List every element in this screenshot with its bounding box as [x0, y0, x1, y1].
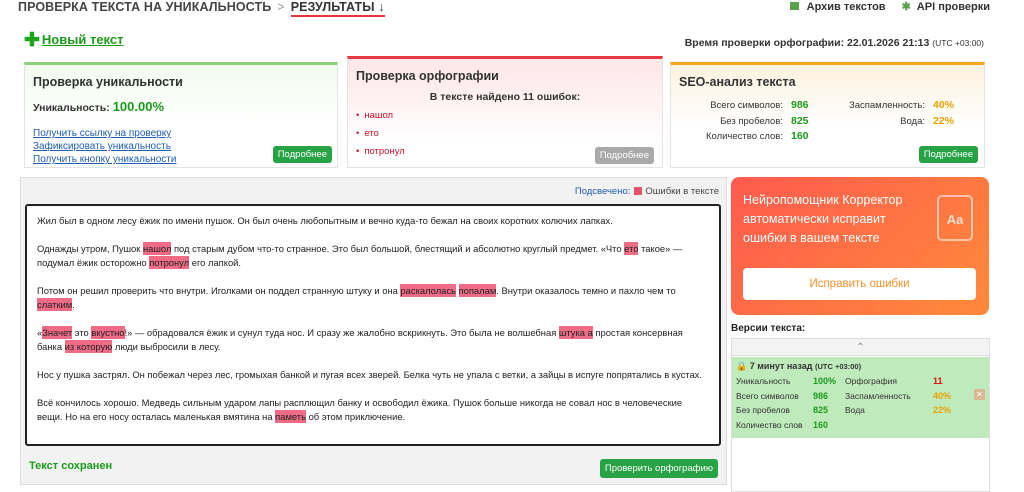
uniqueness-value: 100.00%	[112, 99, 165, 114]
text-segment: об этом приключение.	[305, 411, 406, 422]
get-check-link[interactable]: Получить ссылку на проверку	[33, 128, 172, 139]
text-segment: «	[37, 327, 43, 338]
spam-value: 40%	[933, 99, 955, 111]
seo-right-stats	[829, 99, 954, 130]
arrow-down-icon: ↓	[378, 0, 385, 14]
uniqueness-links	[33, 127, 176, 166]
archive-icon	[790, 2, 799, 10]
text-segment: люди выбросили в лесу.	[112, 341, 221, 352]
version-spam-value: 40%	[933, 390, 952, 401]
crumb-results[interactable]	[291, 0, 385, 17]
text-segment: под старым дубом что-то странное. Это был большой, блестящий и абсолютно круглый предмет. «Что	[171, 243, 625, 254]
no-spaces-value: 825	[791, 114, 809, 127]
text-segment: Однажды утром, Пушок	[37, 243, 143, 254]
uniqueness-more-button[interactable]: Подробнее	[273, 146, 332, 163]
error-highlight[interactable]: нашол	[142, 243, 172, 254]
error-highlight[interactable]: Значет	[42, 327, 73, 338]
corrector-promo	[731, 177, 989, 315]
water-label: Вода:	[900, 115, 925, 127]
version-time: 🔒 7 минут назад (UTC +03:00)	[736, 361, 862, 371]
error-highlight[interactable]: паметь	[275, 411, 306, 422]
text-segment: Нос у пушка застрял. Он побежал через лес, громыхая банкой и пугая всех зверей. Белка чуть не упала с ветки, а зайцы в испуге попрятались в кустах.	[37, 369, 702, 380]
error-color-swatch	[634, 187, 642, 195]
seo-left-stats	[679, 99, 809, 146]
crumb-check[interactable]: ПРОВЕРКА ТЕКСТА НА УНИКАЛЬНОСТЬ	[18, 0, 272, 14]
error-highlight[interactable]: вкустно	[91, 327, 125, 338]
top-links	[790, 0, 990, 13]
total-chars-label: Всего символов:	[710, 100, 783, 111]
seo-title: SEO-анализ текста	[679, 75, 796, 89]
version-words-label: Количество слов	[736, 419, 803, 430]
gear-icon: ✱	[901, 1, 911, 13]
breadcrumb	[18, 0, 385, 14]
text-editor[interactable]	[25, 204, 721, 446]
text-segment: Жил был в одном лесу ёжик по имени пушок. Он был очень любопытным и вечно куда-то бежал на своих коротких колючих лапках.	[37, 215, 613, 226]
version-chars-label: Всего символов	[736, 390, 799, 401]
version-spell-value: 11	[933, 376, 943, 386]
spelling-card	[347, 56, 663, 168]
version-spell-label: Орфография	[845, 376, 897, 386]
crumb-results-label: РЕЗУЛЬТАТЫ	[290, 0, 375, 14]
text-segment: . Внутри оказалось темно и пахло чем то	[496, 285, 676, 296]
crumb-separator: >	[277, 0, 285, 14]
uniqueness-value-row	[33, 99, 164, 114]
fix-errors-button[interactable]: Исправить ошибки	[743, 268, 976, 300]
document-aa-icon: Aa	[937, 195, 973, 241]
versions-panel	[731, 338, 990, 492]
plus-icon: ✚	[24, 30, 40, 51]
paragraph	[37, 214, 709, 228]
version-spam-label: Заспамленность	[845, 390, 911, 401]
words-value: 160	[791, 130, 809, 142]
highlight-item: Ошибки в тексте	[645, 186, 719, 197]
spam-label: Заспамленность:	[848, 100, 925, 111]
error-highlight[interactable]: ето	[624, 243, 639, 254]
text-segment: Потом он решил проверить что внутри. Иголками он поддел странную штуку и она	[37, 285, 401, 296]
new-text-link[interactable]	[24, 29, 123, 52]
get-uniqueness-button-link[interactable]: Получить кнопку уникальности	[33, 154, 177, 165]
text-segment: !» — обрадовался ёжик и сунул туда нос. И сразу же жалобно вскрикнуть. Это была не волшебная	[124, 327, 559, 338]
paragraph	[37, 368, 709, 382]
promo-text: Нейропомощник Корректор автоматически исправит ошибки в вашем тексте	[743, 193, 903, 245]
uniqueness-card	[24, 62, 338, 168]
highlight-legend	[575, 186, 719, 197]
top-nav	[0, 0, 1024, 20]
fix-uniqueness-link[interactable]: Зафиксировать уникальность	[33, 141, 171, 152]
version-right-stats	[845, 376, 952, 420]
uniqueness-title: Проверка уникальности	[33, 75, 183, 89]
no-spaces-label: Без пробелов:	[720, 115, 783, 127]
spell-check-time	[685, 37, 984, 49]
chevron-up-icon[interactable]: ⌃	[732, 339, 989, 356]
version-item[interactable]	[732, 357, 989, 438]
paragraph	[37, 396, 709, 424]
error-item[interactable]: • нашол	[356, 110, 405, 128]
delete-version-icon[interactable]: ✕	[974, 389, 985, 400]
text-segment: это	[72, 327, 92, 338]
versions-title: Версии текста:	[731, 323, 806, 334]
version-nospace-value: 825	[813, 405, 829, 415]
version-words-value: 160	[813, 419, 829, 430]
check-spelling-button[interactable]: Проверить орфографию	[600, 459, 718, 478]
error-item[interactable]: • потронул	[356, 146, 405, 164]
error-highlight[interactable]: штука а	[558, 327, 593, 338]
error-highlight[interactable]: слатким	[37, 299, 73, 310]
uniqueness-label: Уникальность:	[33, 102, 110, 114]
spelling-title: Проверка орфографии	[356, 69, 499, 83]
version-water-label: Вода	[845, 405, 865, 415]
error-highlight[interactable]: раскалолась	[400, 285, 456, 296]
error-highlight[interactable]: из которую	[64, 341, 113, 352]
water-value: 22%	[933, 114, 955, 127]
highlight-label[interactable]: Подсвечено:	[574, 186, 631, 197]
seo-card	[670, 62, 985, 168]
text-segment: такое» — подумал ёжик осторожно	[37, 243, 683, 268]
saved-status: Текст сохранен	[29, 460, 113, 472]
total-chars-value: 986	[791, 99, 809, 111]
errors-found-text: В тексте найдено 11 ошибок:	[429, 91, 581, 103]
paragraph	[37, 242, 709, 270]
version-time-tz: (UTC +03:00)	[815, 362, 862, 371]
version-uniq-label: Уникальность	[736, 376, 791, 386]
text-editor-panel	[20, 177, 727, 485]
version-uniq-value: 100%	[813, 376, 837, 386]
error-highlight[interactable]: попалам	[458, 285, 497, 296]
api-link[interactable]: API проверки	[916, 1, 990, 13]
error-list	[356, 110, 405, 164]
paragraph	[37, 326, 709, 354]
text-segment: простая консервная банка	[37, 327, 683, 352]
text-segment: .	[72, 299, 75, 310]
error-item[interactable]: • ето	[356, 128, 405, 146]
seo-more-button[interactable]: Подробнее	[919, 146, 978, 163]
version-left-stats	[736, 376, 837, 434]
text-segment: его лапкой.	[189, 257, 242, 268]
words-label: Количество слов:	[705, 131, 783, 142]
version-water-value: 22%	[933, 405, 952, 415]
version-chars-value: 986	[813, 390, 829, 401]
archive-link[interactable]: Архив текстов	[806, 1, 886, 13]
check-time-tz: (UTC +03:00)	[932, 38, 984, 48]
version-nospace-label: Без пробелов	[736, 405, 790, 415]
new-text-label: Новый текст	[41, 32, 124, 47]
version-time-label: 7 минут назад	[749, 361, 813, 371]
paragraph	[37, 284, 709, 312]
text-segment: Всё кончилось хорошо. Медведь сильным ударом лапы расплющил банку и освободил ёжика. Пушок больше никогда не совал нос в человеческие вещи. Но на его носу осталась маленькая вмятина на	[37, 397, 683, 422]
check-time-label: Время проверки орфографии: 22.01.2026 21:13	[684, 37, 930, 49]
error-highlight[interactable]: потронул	[149, 257, 190, 268]
spelling-more-button[interactable]: Подробнее	[595, 147, 654, 164]
